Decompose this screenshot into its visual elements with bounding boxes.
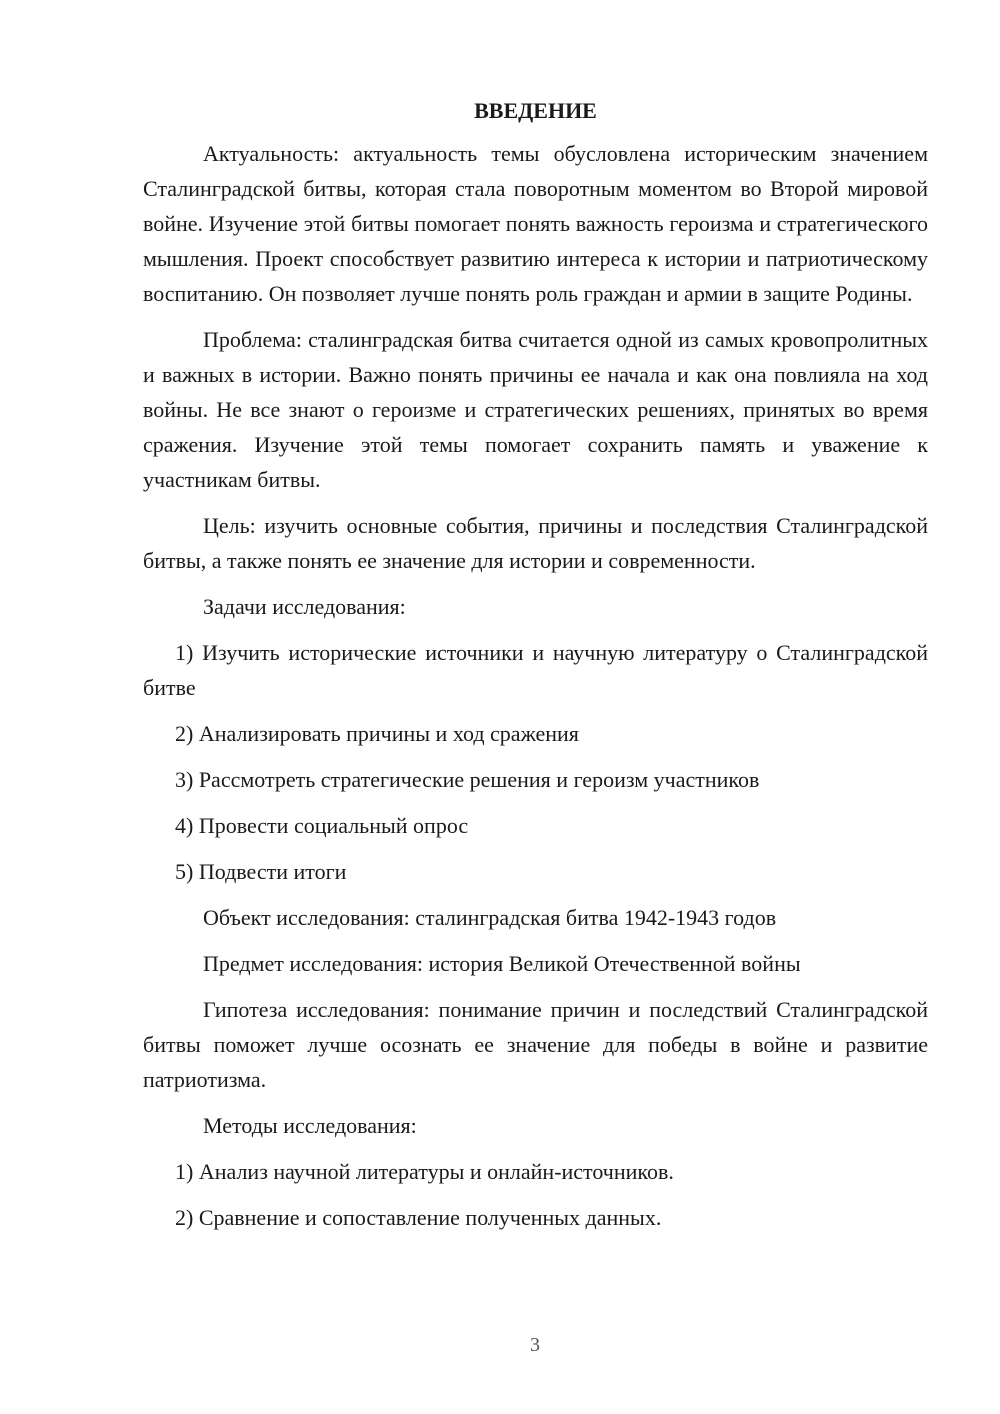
- problem-paragraph: Проблема: сталинградская битва считается одной из самых кровопролитных и важных в истории. Важно понять причины ее начала и как она повлияла на ход войны. Не все знают о героизме и стратегических решениях, принятых во время сражения. Изучение этой темы помогает сохранить память и уважение к участникам битвы.: [143, 327, 928, 492]
- method-item: 2) Сравнение и сопоставление полученных данных.: [175, 1205, 662, 1230]
- object-line: Объект исследования: сталинградская битва 1942-1943 годов: [203, 905, 777, 930]
- tasks-heading: Задачи исследования:: [203, 594, 406, 619]
- goal-paragraph: Цель: изучить основные события, причины и последствия Сталинградской битвы, а также понять ее значение для истории и современности.: [143, 513, 928, 573]
- method-item: 1) Анализ научной литературы и онлайн-источников.: [175, 1159, 674, 1184]
- hypothesis-paragraph: Гипотеза исследования: понимание причин и последствий Сталинградской битвы поможет лучше осознать ее значение для победы в войне и развитие патриотизма.: [143, 997, 928, 1092]
- methods-list: [143, 1154, 928, 1235]
- subject-line: Предмет исследования: история Великой Отечественной войны: [203, 951, 801, 976]
- relevance-paragraph: Актуальность: актуальность темы обусловлена историческим значением Сталинградской битвы, которая стала поворотным моментом во Второй мировой войне. Изучение этой битвы помогает понять важность героизма и стратегического мышления. Проект способствует развитию интереса к истории и патриотическому воспитанию. Он позволяет лучше понять роль граждан и армии в защите Родины.: [143, 141, 928, 306]
- task-item: 3) Рассмотреть стратегические решения и героизм участников: [175, 767, 760, 792]
- document-page: [143, 96, 928, 1246]
- task-item: 1) Изучить исторические источники и научную литературу о Сталинградской битве: [143, 640, 928, 700]
- section-title: ВВЕДЕНИЕ: [474, 98, 597, 123]
- task-item: 4) Провести социальный опрос: [175, 813, 469, 838]
- page-number: 3: [530, 1334, 540, 1356]
- task-item: 5) Подвести итоги: [175, 859, 347, 884]
- methods-heading: Методы исследования:: [203, 1113, 417, 1138]
- task-item: 2) Анализировать причины и ход сражения: [175, 721, 579, 746]
- tasks-list: [143, 635, 928, 889]
